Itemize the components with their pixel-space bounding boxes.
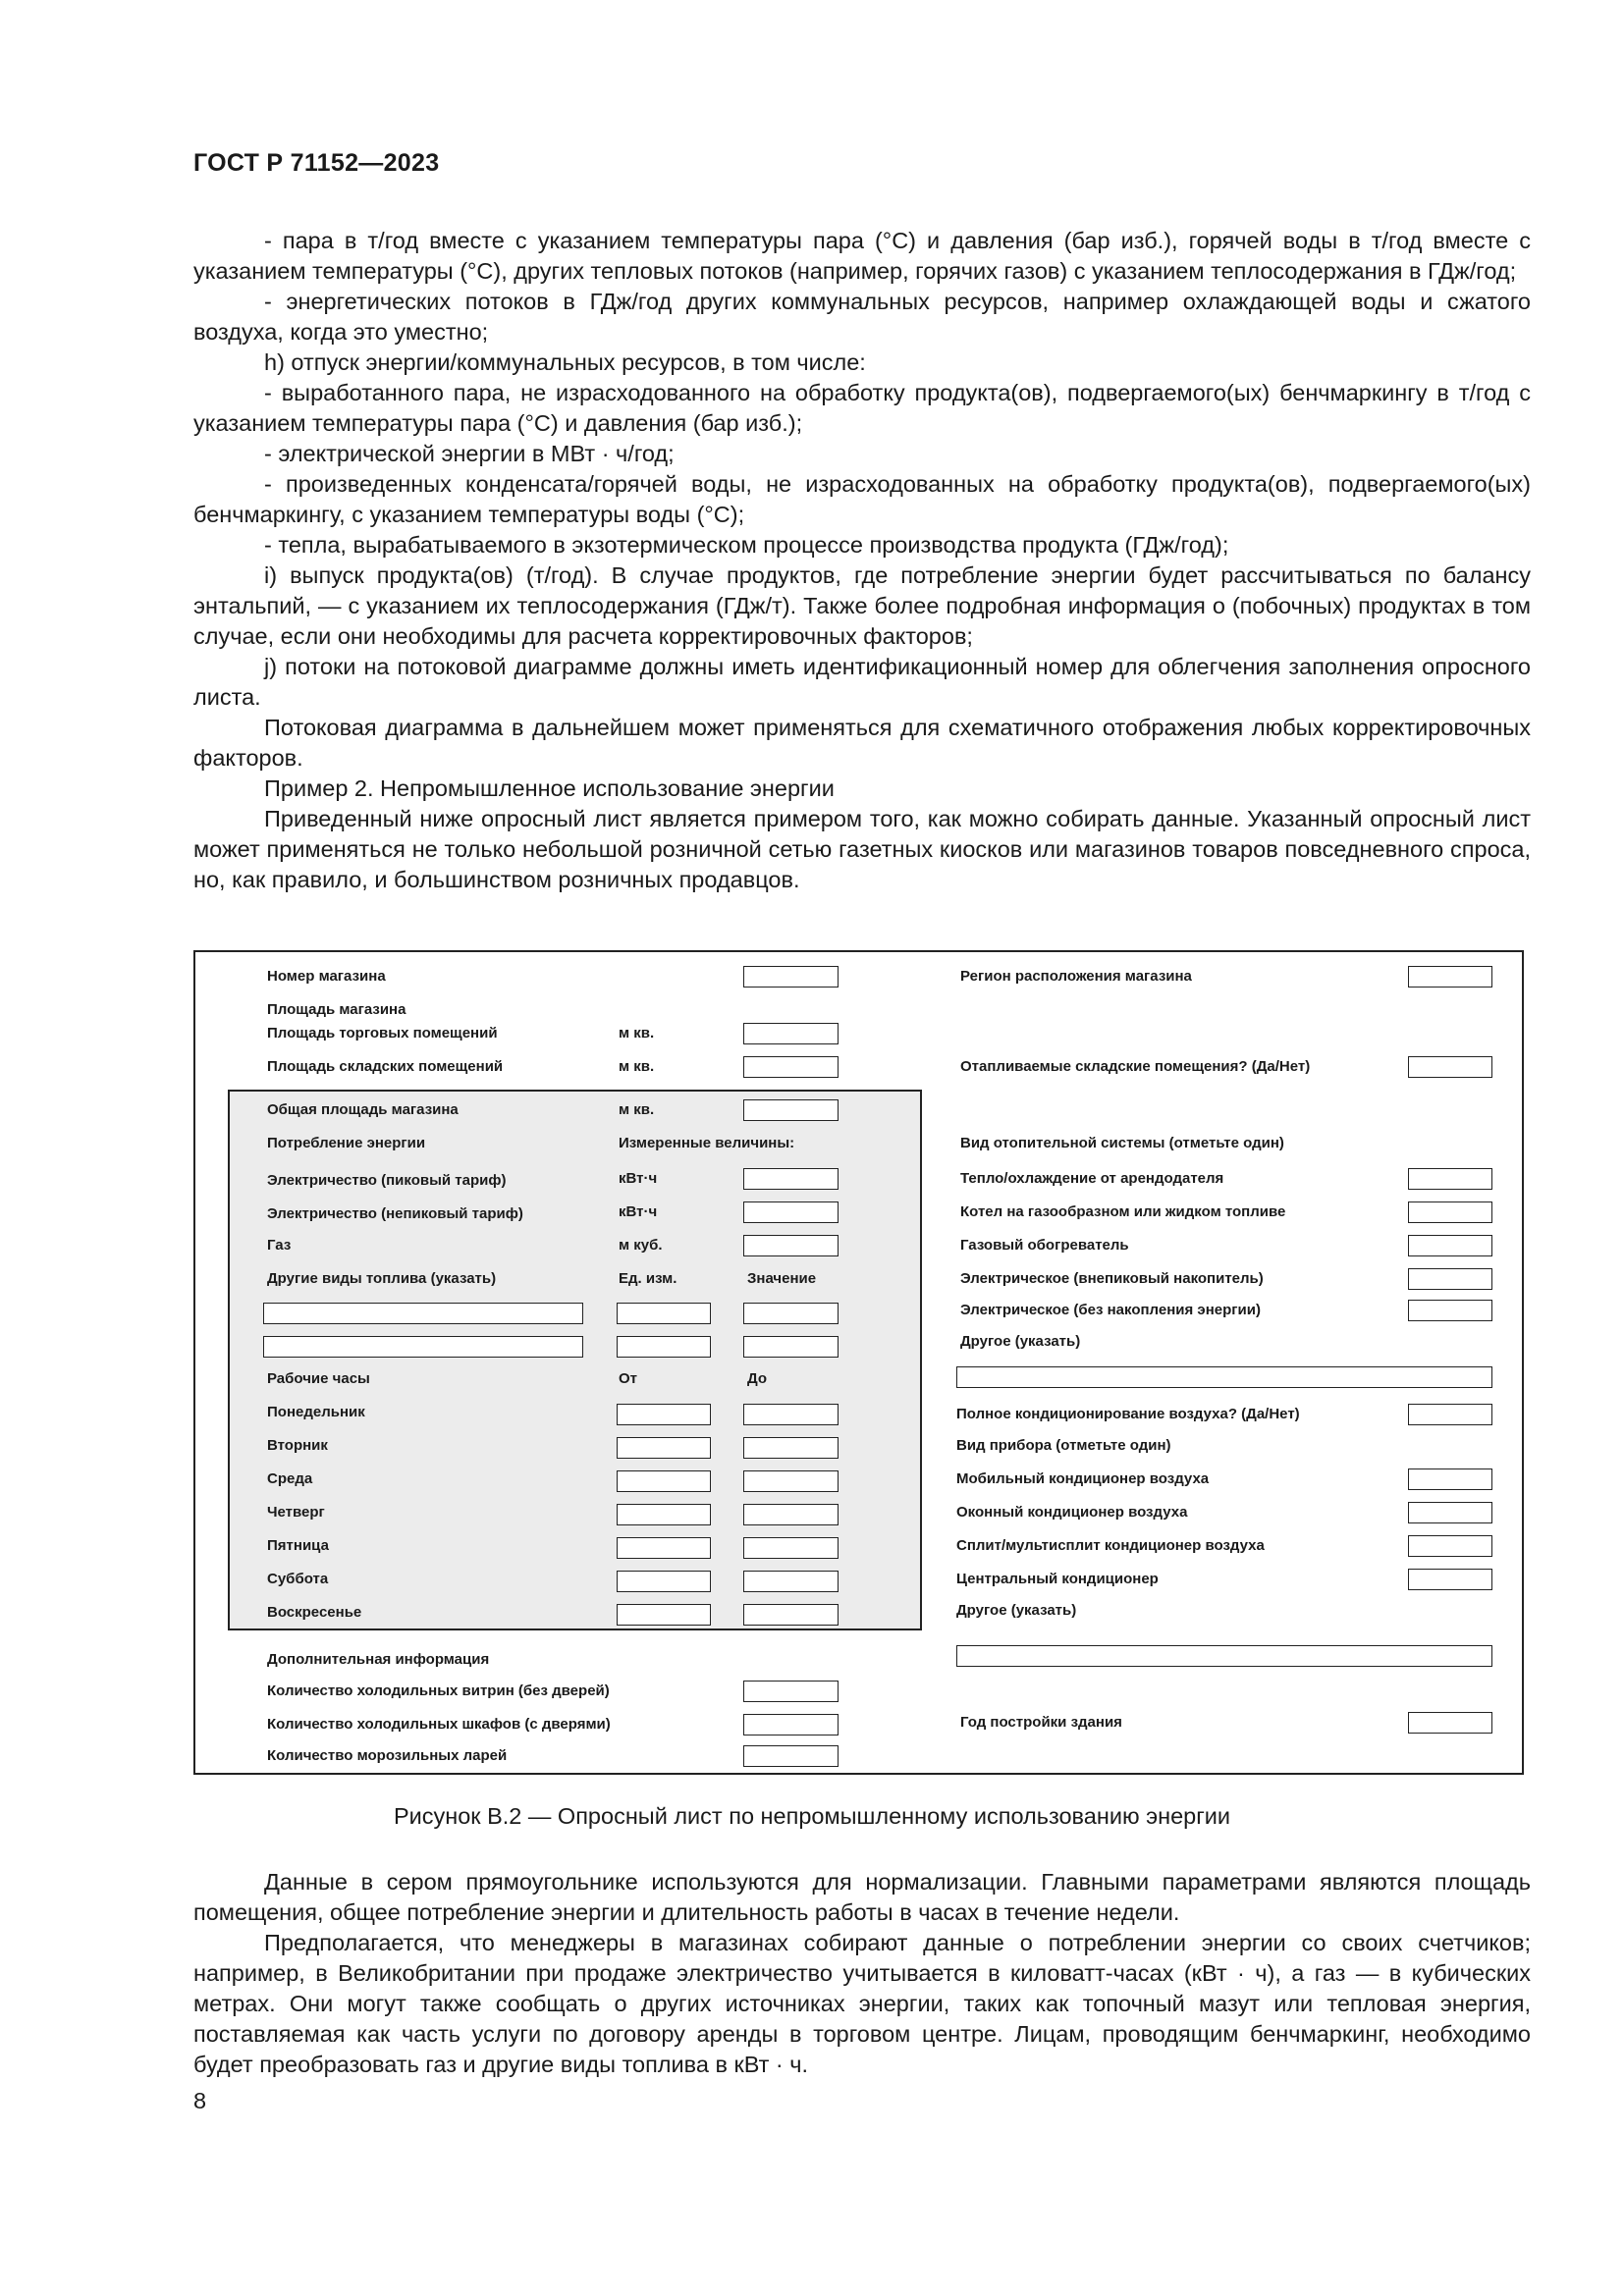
ac-option-checkbox[interactable] — [1408, 1468, 1492, 1490]
paragraph: i) выпуск продукта(ов) (т/год). В случае продуктов, где потребление энергии будет рассчитываться по балансу энтальпий, — с указанием их теплосодержания (ГДж/т). Также более подробная информация о (побочных) продуктах в том случае, если они необходимы для расчета корректировочных факторов; — [193, 562, 1531, 649]
building-year-label: Год постройки здания — [960, 1714, 1122, 1731]
sunday-from-field[interactable] — [617, 1604, 711, 1626]
day-label: Пятница — [267, 1537, 329, 1554]
other-fuel-unit-field-2[interactable] — [617, 1336, 711, 1358]
paragraph: h) отпуск энергии/коммунальных ресурсов, в том числе: — [264, 349, 866, 375]
document-header: ГОСТ Р 71152—2023 — [193, 149, 440, 177]
building-year-field[interactable] — [1408, 1712, 1492, 1734]
friday-from-field[interactable] — [617, 1537, 711, 1559]
paragraph: - произведенных конденсата/горячей воды, не израсходованных на обработку продукта(ов), подвергаемого(ых) бенчмаркингу, с указанием температуры воды (°C); — [193, 471, 1531, 527]
sunday-to-field[interactable] — [743, 1604, 839, 1626]
freezers-label: Количество морозильных ларей — [267, 1747, 508, 1764]
energy-consumption-label: Потребление энергии — [267, 1135, 426, 1151]
paragraph: Потоковая диаграмма в дальнейшем может применяться для схематичного отображения любых корректировочных факторов. — [193, 715, 1531, 771]
store-area-label: Площадь магазина — [267, 1001, 406, 1018]
paragraph: Данные в сером прямоугольнике используются для нормализации. Главными параметрами являются площадь помещения, общее потребление энергии и длительность работы в часах в течение недели. — [193, 1869, 1531, 1925]
gas-label: Газ — [267, 1237, 292, 1254]
ac-option-checkbox[interactable] — [1408, 1502, 1492, 1523]
other-fuel-name-field-1[interactable] — [263, 1303, 583, 1324]
heating-option-label: Электрическое (внепиковый накопитель) — [960, 1270, 1264, 1287]
region-field[interactable] — [1408, 966, 1492, 988]
tuesday-from-field[interactable] — [617, 1437, 711, 1459]
wednesday-from-field[interactable] — [617, 1470, 711, 1492]
heating-other-label: Другое (указать) — [960, 1333, 1081, 1350]
hours-from-label: От — [619, 1370, 638, 1387]
device-type-label: Вид прибора (отметьте один) — [956, 1437, 1171, 1454]
thursday-from-field[interactable] — [617, 1504, 711, 1525]
heated-storage-field[interactable] — [1408, 1056, 1492, 1078]
store-number-label: Номер магазина — [267, 968, 386, 985]
paragraph: - электрической энергии в МВт · ч/год; — [264, 441, 675, 466]
total-area-unit: м кв. — [619, 1101, 655, 1118]
day-label: Воскресенье — [267, 1604, 362, 1621]
saturday-from-field[interactable] — [617, 1571, 711, 1592]
heating-option-checkbox[interactable] — [1408, 1168, 1492, 1190]
unit-of-measure-label: Ед. изм. — [619, 1270, 677, 1287]
paragraph: - энергетических потоков в ГДж/год других коммунальных ресурсов, например охлаждающей воды и сжатого воздуха, когда это уместно; — [193, 289, 1531, 345]
electricity-peak-label: Электричество (пиковый тариф) — [267, 1172, 507, 1189]
gas-unit: м куб. — [619, 1237, 663, 1254]
full-ac-field[interactable] — [1408, 1404, 1492, 1425]
heating-option-label: Тепло/охлаждение от арендодателя — [960, 1170, 1224, 1187]
ac-option-label: Оконный кондиционер воздуха — [956, 1504, 1188, 1521]
other-fuel-value-field-2[interactable] — [743, 1336, 839, 1358]
display-cases-field[interactable] — [743, 1681, 839, 1702]
storage-area-unit: м кв. — [619, 1058, 655, 1075]
sales-area-label: Площадь торговых помещений — [267, 1025, 498, 1041]
sales-area-field[interactable] — [743, 1023, 839, 1044]
paragraph: j) потоки на потоковой диаграмме должны иметь идентификационный номер для облегчения заполнения опросного листа. — [193, 654, 1531, 710]
heating-other-field[interactable] — [956, 1366, 1492, 1388]
electricity-peak-unit: кВт·ч — [619, 1170, 658, 1187]
paragraph: Предполагается, что менеджеры в магазинах собирают данные о потреблении энергии со своих счетчиков; например, в Великобритании при продаже электричество учитывается в киловатт-часах (кВт · ч), а газ — в кубических метрах. Они могут также сообщать о других источниках энергии, таких как топочный мазут или тепловая энергия, поставляемая как часть услуги по договору аренды в торговом центре. Лицам, проводящим бенчмаркинг, необходимо будет преобразовать газ и другие виды топлива в кВт · ч. — [193, 1930, 1531, 2077]
electricity-offpeak-field[interactable] — [743, 1201, 839, 1223]
wednesday-to-field[interactable] — [743, 1470, 839, 1492]
paragraph: - выработанного пара, не израсходованного на обработку продукта(ов), подвергаемого(ых) бенчмаркингу в т/год с указанием температуры пара (°C) и давления (бар изб.); — [193, 380, 1531, 436]
storage-area-field[interactable] — [743, 1056, 839, 1078]
body-text-bottom — [193, 1867, 1531, 2080]
sales-area-unit: м кв. — [619, 1025, 655, 1041]
electricity-offpeak-unit: кВт·ч — [619, 1203, 658, 1220]
full-ac-label: Полное кондиционирование воздуха? (Да/Нет) — [956, 1406, 1300, 1422]
fridges-field[interactable] — [743, 1714, 839, 1735]
store-number-field[interactable] — [743, 966, 839, 988]
paragraph: Пример 2. Непромышленное использование энергии — [264, 775, 835, 801]
ac-option-label: Центральный кондиционер — [956, 1571, 1159, 1587]
body-text-top — [193, 226, 1531, 895]
thursday-to-field[interactable] — [743, 1504, 839, 1525]
heating-option-checkbox[interactable] — [1408, 1268, 1492, 1290]
ac-option-checkbox[interactable] — [1408, 1535, 1492, 1557]
hours-to-label: До — [747, 1370, 768, 1387]
day-label: Вторник — [267, 1437, 328, 1454]
heating-option-label: Газовый обогреватель — [960, 1237, 1129, 1254]
paragraph: Приведенный ниже опросный лист является примером того, как можно собирать данные. Указанный опросный лист может применяться не только небольшой розничной сетью газетных киосков или магазинов товаров повседневного спроса, но, как правило, и большинством розничных продавцов. — [193, 806, 1531, 892]
electricity-offpeak-label: Электричество (непиковый тариф) — [267, 1205, 523, 1222]
heating-option-checkbox[interactable] — [1408, 1300, 1492, 1321]
monday-to-field[interactable] — [743, 1404, 839, 1425]
fridges-label: Количество холодильных шкафов (с дверями) — [267, 1716, 611, 1733]
monday-from-field[interactable] — [617, 1404, 711, 1425]
other-fuels-label: Другие виды топлива (указать) — [267, 1270, 497, 1287]
saturday-to-field[interactable] — [743, 1571, 839, 1592]
paragraph: - тепла, вырабатываемого в экзотермическом процессе производства продукта (ГДж/год); — [264, 532, 1229, 558]
value-label: Значение — [747, 1270, 817, 1287]
storage-area-label: Площадь складских помещений — [267, 1058, 504, 1075]
heating-option-checkbox[interactable] — [1408, 1201, 1492, 1223]
friday-to-field[interactable] — [743, 1537, 839, 1559]
paragraph: - пара в т/год вместе с указанием температуры пара (°C) и давления (бар изб.), горячей воды в т/год вместе с указанием температуры (°C), других тепловых потоков (например, горячих газов) с указанием теплосодержания в ГДж/год; — [193, 228, 1531, 284]
additional-info-label: Дополнительная информация — [267, 1651, 490, 1668]
freezers-field[interactable] — [743, 1745, 839, 1767]
other-fuel-unit-field-1[interactable] — [617, 1303, 711, 1324]
heated-storage-label: Отапливаемые складские помещения? (Да/Нет) — [960, 1058, 1311, 1075]
other-fuel-value-field-1[interactable] — [743, 1303, 839, 1324]
tuesday-to-field[interactable] — [743, 1437, 839, 1459]
region-label: Регион расположения магазина — [960, 968, 1192, 985]
ac-option-checkbox[interactable] — [1408, 1569, 1492, 1590]
ac-option-label: Сплит/мультисплит кондиционер воздуха — [956, 1537, 1265, 1554]
display-cases-label: Количество холодильных витрин (без дверей) — [267, 1682, 610, 1699]
ac-other-field[interactable] — [956, 1645, 1492, 1667]
ac-other-label: Другое (указать) — [956, 1602, 1077, 1619]
heating-option-label: Котел на газообразном или жидком топливе — [960, 1203, 1286, 1220]
other-fuel-name-field-2[interactable] — [263, 1336, 583, 1358]
total-area-field[interactable] — [743, 1099, 839, 1121]
day-label: Понедельник — [267, 1404, 365, 1420]
page-number: 8 — [193, 2088, 207, 2113]
day-label: Среда — [267, 1470, 313, 1487]
working-hours-label: Рабочие часы — [267, 1370, 370, 1387]
heating-option-label: Электрическое (без накопления энергии) — [960, 1302, 1261, 1318]
total-area-label: Общая площадь магазина — [267, 1101, 459, 1118]
electricity-peak-field[interactable] — [743, 1168, 839, 1190]
gas-field[interactable] — [743, 1235, 839, 1256]
day-label: Четверг — [267, 1504, 325, 1521]
figure-caption: Рисунок В.2 — Опросный лист по непромышленному использованию энергии — [393, 1803, 1231, 1829]
heating-option-checkbox[interactable] — [1408, 1235, 1492, 1256]
measured-values-label: Измеренные величины: — [619, 1135, 795, 1151]
day-label: Суббота — [267, 1571, 329, 1587]
heating-type-label: Вид отопительной системы (отметьте один) — [960, 1135, 1284, 1151]
ac-option-label: Мобильный кондиционер воздуха — [956, 1470, 1210, 1487]
